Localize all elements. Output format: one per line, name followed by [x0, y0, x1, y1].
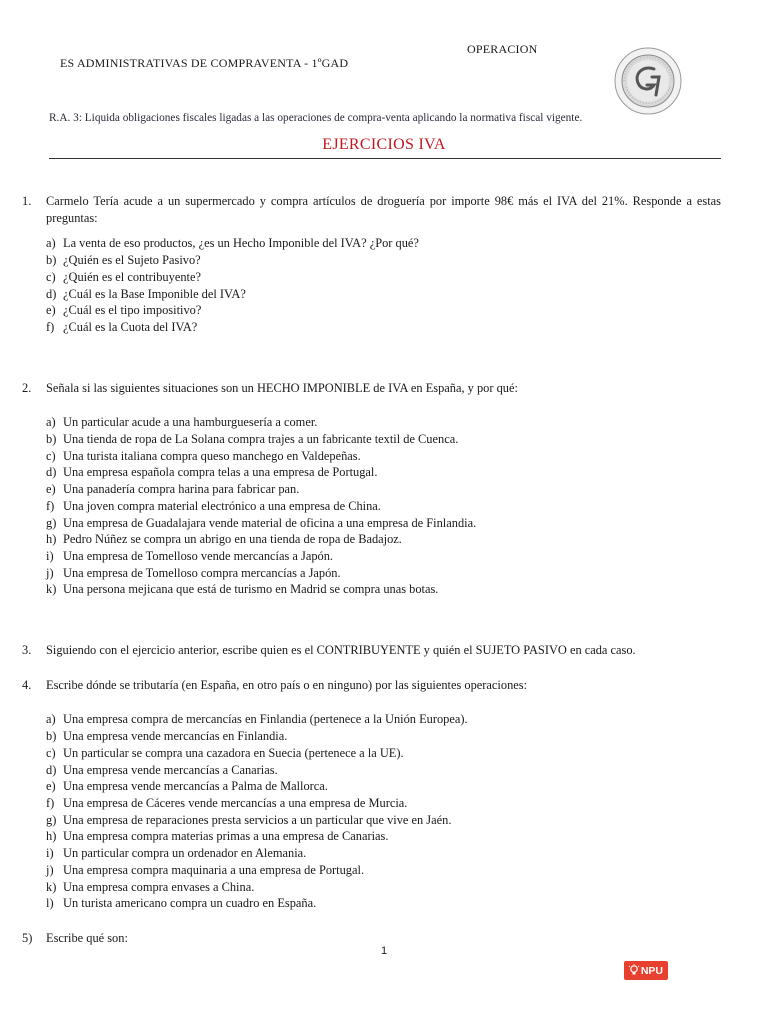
list-item: j) Una empresa compra maquinaria a una empresa de Portugal. — [46, 862, 365, 877]
question-number: 1. — [22, 194, 32, 208]
list-item: d) Una empresa española compra telas a una empresa de Portugal. — [46, 465, 378, 480]
question-2 — [0, 380, 768, 397]
header-course-title: ES ADMINISTRATIVAS DE COMPRAVENTA - 1ºGAD — [60, 56, 349, 70]
document-title: EJERCICIOS IVA — [322, 136, 446, 153]
list-item: e) Una panadería compra harina para fabricar pan. — [46, 482, 300, 497]
question-text: Siguiendo con el ejercicio anterior, escribe quien es el CONTRIBUYENTE y quién el SUJETO PASIVO en cada caso. — [46, 643, 636, 658]
list-item: b) Una tienda de ropa de La Solana compra trajes a un fabricante textil de Cuenca. — [46, 432, 459, 447]
list-item: b) ¿Quién es el Sujeto Pasivo? — [46, 253, 201, 268]
page-number: 1 — [380, 945, 388, 957]
list-item: k) Una empresa compra envases a China. — [46, 879, 255, 894]
list-item: a) La venta de eso productos, ¿es un Hecho Imponible del IVA? ¿Por qué? — [46, 236, 419, 251]
npu-badge-label: NPU — [640, 964, 663, 977]
question-text: Carmelo Tería acude a un supermercado y compra artículos de droguería por importe 98€ más el IVA del 21%. Responde a estas preguntas: — [46, 194, 721, 225]
list-item: i) Un particular compra un ordenador en Alemania. — [46, 846, 307, 861]
question-4-items — [0, 711, 768, 911]
list-item: c) Una turista italiana compra queso manchego en Valdepeñas. — [46, 448, 361, 463]
question-text: Escribe dónde se tributaría (en España, en otro país o en ninguno) por las siguientes operaciones: — [46, 677, 528, 692]
list-item: g) Una empresa de reparaciones presta servicios a un particular que vive en Jaén. — [46, 812, 452, 827]
question-1 — [0, 193, 768, 226]
list-item: d) ¿Cuál es la Base Imponible del IVA? — [46, 286, 246, 301]
list-item: e) Una empresa vende mercancías a Palma de Mallorca. — [46, 779, 328, 794]
lightbulb-icon — [628, 964, 640, 977]
list-item: i) Una empresa de Tomelloso vende mercancías a Japón. — [46, 548, 334, 563]
learning-outcome-line: R.A. 3: Liquida obligaciones fiscales ligadas a las operaciones de compra-venta aplicando la normativa fiscal vigente. — [49, 112, 583, 124]
list-item: l) Un turista americano compra un cuadro en España. — [46, 896, 317, 911]
list-item: f) Una joven compra material electrónico a una empresa de China. — [46, 498, 381, 513]
question-text: Escribe qué son: — [46, 930, 128, 945]
question-number: 4. — [22, 677, 32, 692]
question-number: 3. — [22, 643, 32, 658]
header-operacion: OPERACION — [467, 42, 538, 56]
list-item: b) Una empresa vende mercancías en Finlandia. — [46, 729, 288, 744]
list-item: h) Una empresa compra materias primas a una empresa de Canarias. — [46, 829, 389, 844]
question-number: 2. — [22, 380, 32, 395]
list-item: f) ¿Cuál es la Cuota del IVA? — [46, 319, 198, 334]
list-item: c) ¿Quién es el contribuyente? — [46, 269, 201, 284]
list-item: c) Un particular se compra una cazadora en Suecia (pertenece a la UE). — [46, 745, 404, 760]
title-divider — [49, 158, 721, 159]
school-seal-logo — [614, 47, 682, 115]
question-3 — [0, 642, 768, 659]
list-item: d) Una empresa vende mercancías a Canarias. — [46, 762, 278, 777]
list-item: g) Una empresa de Guadalajara vende material de oficina a una empresa de Finlandia. — [46, 515, 477, 530]
list-item: j) Una empresa de Tomelloso compra mercancías a Japón. — [46, 565, 341, 580]
list-item: a) Un particular acude a una hamburguesería a comer. — [46, 415, 318, 430]
list-item: h) Pedro Núñez se compra un abrigo en una tienda de ropa de Badajoz. — [46, 532, 402, 547]
list-item: f) Una empresa de Cáceres vende mercancías a una empresa de Murcia. — [46, 795, 408, 810]
question-1-items — [0, 235, 768, 335]
list-item: e) ¿Cuál es el tipo impositivo? — [46, 303, 202, 318]
question-text: Señala si las siguientes situaciones son un HECHO IMPONIBLE de IVA en España, y por qué: — [46, 380, 518, 395]
question-4 — [0, 677, 768, 694]
question-number: 5) — [22, 930, 33, 945]
question-2-items — [0, 414, 768, 598]
list-item: a) Una empresa compra de mercancías en Finlandia (pertenece a la Unión Europea). — [46, 712, 468, 727]
exercise-list — [0, 193, 768, 947]
list-item: k) Una persona mejicana que está de turismo en Madrid se compra unas botas. — [46, 582, 439, 597]
npu-badge — [624, 961, 668, 980]
